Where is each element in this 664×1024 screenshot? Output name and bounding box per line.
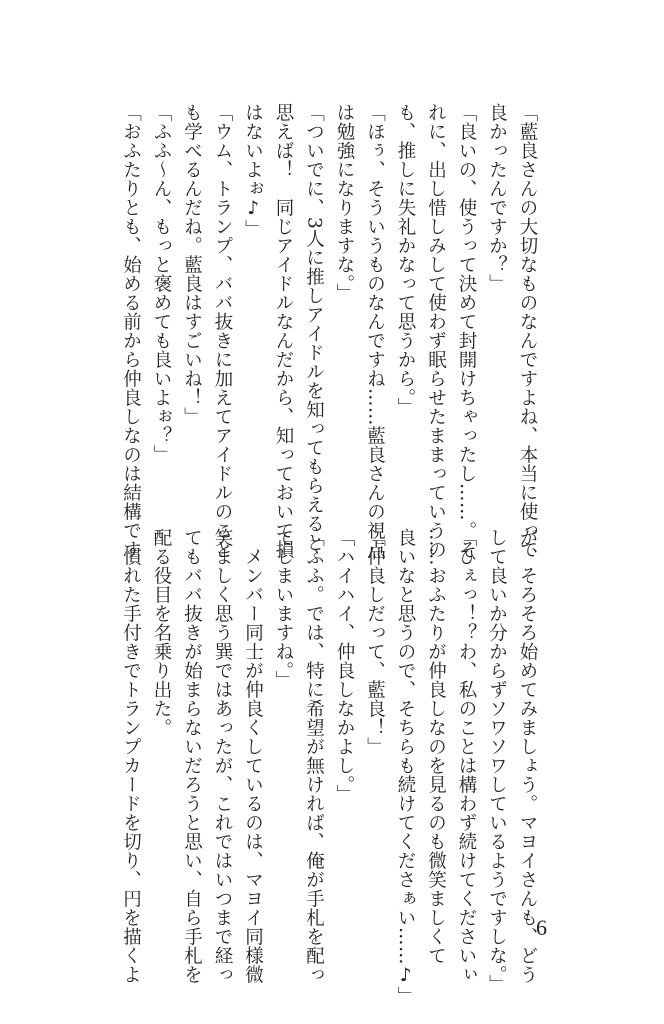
text-column: 「おふたりとも、始める前から仲良しなのは結構です — [120, 103, 142, 559]
text-column: 「ふふ。では、特に希望が無ければ、俺が手札を配っ — [303, 528, 325, 984]
text-column: 良いなと思うので、そちらも続けてくださぁい……♪」 — [395, 528, 416, 1006]
text-column: てしまいますね。」 — [273, 528, 294, 690]
text-column: 「ハイハイ、仲良しなかよし。」 — [334, 528, 355, 804]
text-column: 慣れた手付きでトランプカードを切り、円を描くよ — [120, 528, 142, 984]
text-column: 「ほぅ、そういうものなんですね……藍良さんの視点 — [364, 103, 386, 559]
text-column: 「ひぇっ！？わ、私のことは構わず続けてくださいぃ — [456, 528, 477, 984]
text-column: ……おふたりが仲良しなのを見るのも微笑ましくて — [425, 528, 447, 965]
text-column: 思えば！ 同じアイドルなんだから、知っておいて損 — [273, 103, 294, 559]
text-column: てもババ抜きが始まらないだろうと思い、自ら手札を — [181, 528, 203, 984]
text-column: が、そろそろ始めてみましょう。マヨイさんも、どう — [517, 528, 538, 984]
text-column: 笑ましく思う巽ではあったが、これではいつまで経っ — [212, 528, 233, 984]
text-column: はないよぉ♪」 — [242, 103, 264, 239]
text-block-top — [115, 103, 542, 559]
text-column: 「良いの、使うって決めて封開けちゃったし……。そ — [456, 103, 477, 559]
page-number: 6 — [536, 915, 547, 940]
text-column: 「ふふ〜ん、もっと褒めても良いよぉ？」 — [151, 103, 172, 464]
text-column: 良かったんですか？」 — [486, 103, 508, 293]
text-column: して良いか分からずソワソワしているようですしな。」 — [486, 528, 508, 994]
text-column: 「藍良さんの大切なものなんですよね、本当に使って — [517, 103, 538, 559]
text-column: 「ついでに、3人に推しアイドルを知ってもらえると — [303, 103, 325, 553]
text-column: れに、出し惜しみして使わず眠らせたままっていうの — [425, 103, 447, 559]
text-column: メンバー同士が仲良くしているのは、マヨイ同様微 — [242, 528, 264, 984]
text-column: 配る役目を名乗り出た。 — [151, 528, 172, 737]
text-column: 「ウム、トランプ、ババ抜きに加えてアイドルのこと — [212, 103, 233, 559]
text-column: も学べるんだね。藍良はすごいね！」 — [181, 103, 203, 426]
text-block-bottom — [115, 528, 542, 1006]
text-column: 「仲良しだって、藍良！」 — [364, 528, 386, 756]
text-column: は勉強になりますな。」 — [334, 103, 355, 303]
text-column: も、推しに失礼かなって思うから。」 — [395, 103, 416, 417]
